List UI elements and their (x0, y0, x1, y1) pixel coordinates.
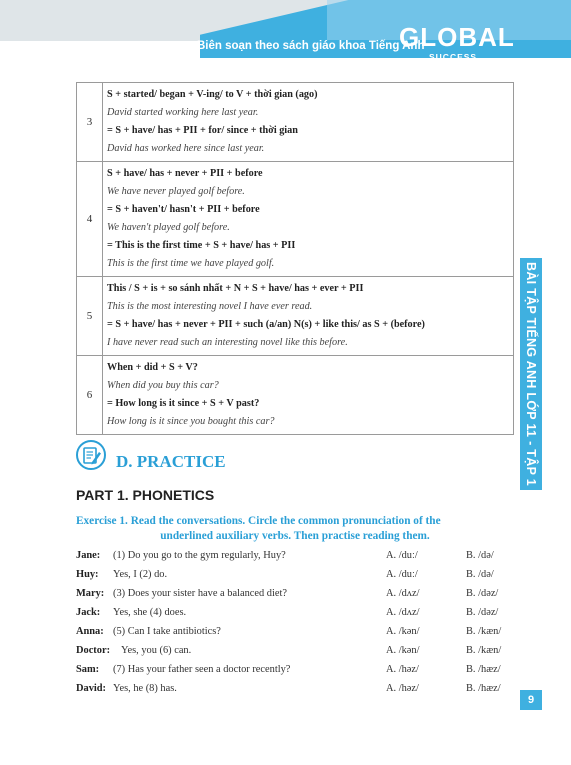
speaker-name: Anna: (76, 626, 104, 637)
option-b[interactable]: B. /kæn/ (466, 626, 502, 637)
utterance: Yes, he (8) has. (113, 683, 177, 694)
example-line: How long is it since you bought this car? (107, 416, 275, 427)
row-number: 5 (77, 277, 103, 356)
structure-line: = S + have/ has + PII + for/ since + thời gian (107, 125, 298, 136)
structure-line: When + did + S + V? (107, 362, 198, 373)
row-number: 4 (77, 162, 103, 277)
structure-line: = S + haven't/ hasn't + PII + before (107, 204, 260, 215)
option-a[interactable]: A. /duː/ (386, 550, 418, 561)
dialogue-row (76, 626, 521, 645)
page-number: 9 (520, 690, 542, 710)
structure-line: = How long is it since + S + V past? (107, 398, 260, 409)
utterance: (5) Can I take antibiotics? (113, 626, 221, 637)
grammar-table (76, 82, 514, 435)
brand-logo: GLOBAL (399, 22, 515, 52)
speaker-name: Doctor: (76, 645, 111, 656)
grammar-table-body (77, 83, 514, 435)
example-line: When did you buy this car? (107, 380, 219, 391)
option-b[interactable]: B. /dəz/ (466, 607, 499, 618)
utterance: (1) Do you go to the gym regularly, Huy? (113, 550, 286, 561)
example-line: We have never played golf before. (107, 186, 245, 197)
structure-line: This / S + is + so sánh nhất + N + S + have/ has + ever + PII (107, 283, 364, 294)
dialogue-list (76, 550, 521, 702)
part-title: PART 1. PHONETICS (76, 487, 215, 503)
dialogue-row (76, 569, 521, 588)
row-number: 3 (77, 83, 103, 162)
option-b[interactable]: B. /də/ (466, 550, 494, 561)
option-a[interactable]: A. /həz/ (386, 664, 419, 675)
speaker-name: Huy: (76, 569, 99, 580)
exercise-instruction (76, 514, 514, 544)
table-row (77, 277, 514, 356)
row-content (103, 356, 514, 435)
example-line: We haven't played golf before. (107, 222, 230, 233)
utterance: Yes, you (6) can. (121, 645, 192, 656)
dialogue-row (76, 664, 521, 683)
exercise-instruction-line-2: underlined auxiliary verbs. Then practise reading them. (160, 530, 430, 542)
speaker-name: Mary: (76, 588, 105, 599)
pencil-notepad-icon (76, 440, 106, 470)
row-content (103, 162, 514, 277)
option-b[interactable]: B. /hæz/ (466, 683, 501, 694)
structure-line: S + started/ began + V-ing/ to V + thời gian (ago) (107, 89, 318, 100)
dialogue-row (76, 588, 521, 607)
exercise-instruction-line-1: Exercise 1. Read the conversations. Circle the common pronunciation of the (76, 515, 441, 527)
example-line: This is the most interesting novel I have ever read. (107, 301, 313, 312)
option-b[interactable]: B. /kæn/ (466, 645, 502, 656)
dialogue-row (76, 683, 521, 702)
side-tab-label: BÀI TẬP TIẾNG ANH LỚP 11 - TẬP 1 (524, 261, 538, 487)
structure-line: S + have/ has + never + PII + before (107, 168, 263, 179)
option-a[interactable]: A. /həz/ (386, 683, 419, 694)
option-a[interactable]: A. /dʌz/ (386, 607, 420, 618)
example-line: David started working here last year. (107, 107, 259, 118)
utterance: (7) Has your father seen a doctor recently? (113, 664, 291, 675)
option-b[interactable]: B. /də/ (466, 569, 494, 580)
structure-line: = This is the first time + S + have/ has + PII (107, 240, 296, 251)
table-row (77, 356, 514, 435)
speaker-name: David: (76, 683, 107, 694)
dialogue-row (76, 645, 521, 664)
option-b[interactable]: B. /dəz/ (466, 588, 499, 599)
header-subtitle: Biên soạn theo sách giáo khoa Tiếng Anh (197, 40, 425, 52)
speaker-name: Jane: (76, 550, 101, 561)
option-a[interactable]: A. /duː/ (386, 569, 418, 580)
example-line: I have never read such an interesting novel like this before. (107, 337, 348, 348)
option-a[interactable]: A. /dʌz/ (386, 588, 420, 599)
table-row (77, 83, 514, 162)
option-a[interactable]: A. /kən/ (386, 626, 420, 637)
utterance: Yes, I (2) do. (113, 569, 168, 580)
speaker-name: Jack: (76, 607, 101, 618)
dialogue-row (76, 550, 521, 569)
option-a[interactable]: A. /kən/ (386, 645, 420, 656)
row-number: 6 (77, 356, 103, 435)
speaker-name: Sam: (76, 664, 100, 675)
brand-sub: SUCCESS (429, 52, 478, 62)
practice-title: D. PRACTICE (116, 452, 226, 471)
utterance: (3) Does your sister have a balanced diet? (113, 588, 287, 599)
dialogue-row (76, 607, 521, 626)
structure-line: = S + have/ has + never + PII + such (a/an) N(s) + like this/ as S + (before) (107, 319, 425, 330)
table-row (77, 162, 514, 277)
row-content (103, 83, 514, 162)
example-line: This is the first time we have played golf. (107, 258, 275, 269)
row-content (103, 277, 514, 356)
option-b[interactable]: B. /hæz/ (466, 664, 501, 675)
example-line: David has worked here since last year. (107, 143, 265, 154)
utterance: Yes, she (4) does. (113, 607, 187, 618)
